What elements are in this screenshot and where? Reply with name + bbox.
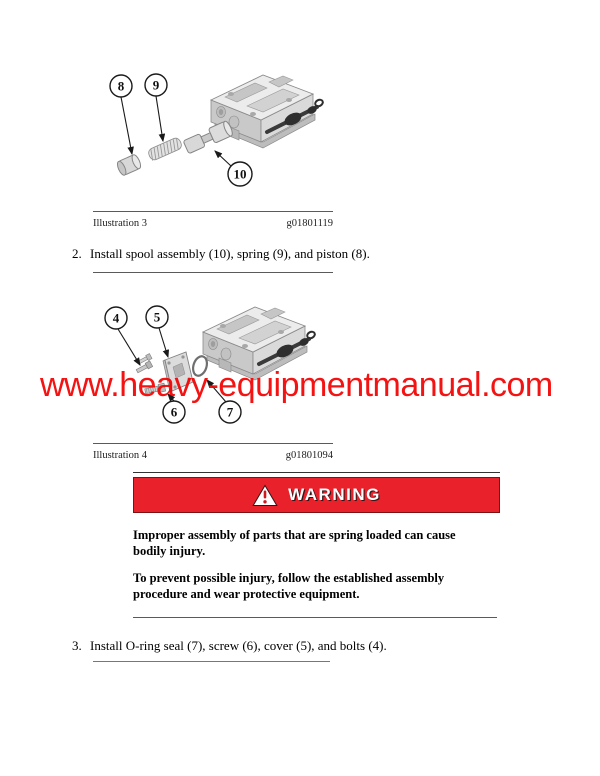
illustration-3-caption-row: [93, 218, 333, 229]
illustration-4-caption: Illustration 4: [93, 450, 147, 461]
warning-paragraph-2: To prevent possible injury, follow the established assembly procedure and wear protective equipment.: [133, 571, 445, 602]
spring-part-icon: [147, 137, 183, 162]
leader-arrow-4: [118, 329, 140, 365]
step-3-text: Install O-ring seal (7), screw (6), cover (5), and bolts (4).: [90, 638, 387, 653]
callout-8: [110, 75, 132, 97]
illustration-3-code: g01801119: [286, 218, 333, 229]
watermark-text: www.heavy-equipmentmanual.com: [40, 366, 553, 404]
illustration-3-caption: Illustration 3: [93, 218, 147, 229]
svg-text:8: 8: [117, 78, 125, 94]
warning-banner: [133, 477, 500, 513]
rule-above-caption-3: [93, 211, 333, 212]
leader-arrow-5: [159, 328, 168, 357]
rule-above-caption-4: [93, 443, 333, 444]
leader-arrow-10: [215, 151, 231, 166]
leader-arrow-9: [156, 96, 163, 141]
spool-part-icon: [183, 120, 234, 155]
step-3: [72, 638, 512, 654]
step-2: [72, 246, 512, 262]
svg-text:6: 6: [170, 404, 178, 420]
illustration-4-caption-row: [93, 450, 333, 461]
svg-text:7: 7: [226, 404, 234, 420]
warning-triangle-icon: [252, 484, 278, 507]
step-2-number: 2.: [72, 246, 82, 261]
rule-bottom: [93, 661, 330, 662]
warning-paragraph-1: Improper assembly of parts that are spring loaded can cause bodily injury.: [133, 528, 456, 559]
step-2-text: Install spool assembly (10), spring (9), and piston (8).: [90, 246, 370, 261]
step-3-number: 3.: [72, 638, 82, 653]
warning-title: WARNING: [288, 485, 381, 504]
callout-4: [105, 307, 127, 329]
leader-arrow-8: [121, 97, 132, 154]
piston-part-icon: [116, 154, 143, 177]
callout-5: [146, 306, 168, 328]
rule-top-illustration-4: [93, 272, 333, 273]
warning-bottom-rule: [133, 617, 497, 618]
illustration-4-code: g01801094: [285, 450, 333, 461]
illustration-3-figure: [93, 62, 333, 210]
svg-text:10: 10: [233, 166, 247, 182]
warning-top-rule: [133, 472, 500, 473]
svg-text:9: 9: [152, 77, 160, 93]
callout-10: [228, 162, 252, 186]
svg-text:4: 4: [112, 310, 120, 326]
svg-text:5: 5: [153, 309, 161, 325]
callout-9: [145, 74, 167, 96]
